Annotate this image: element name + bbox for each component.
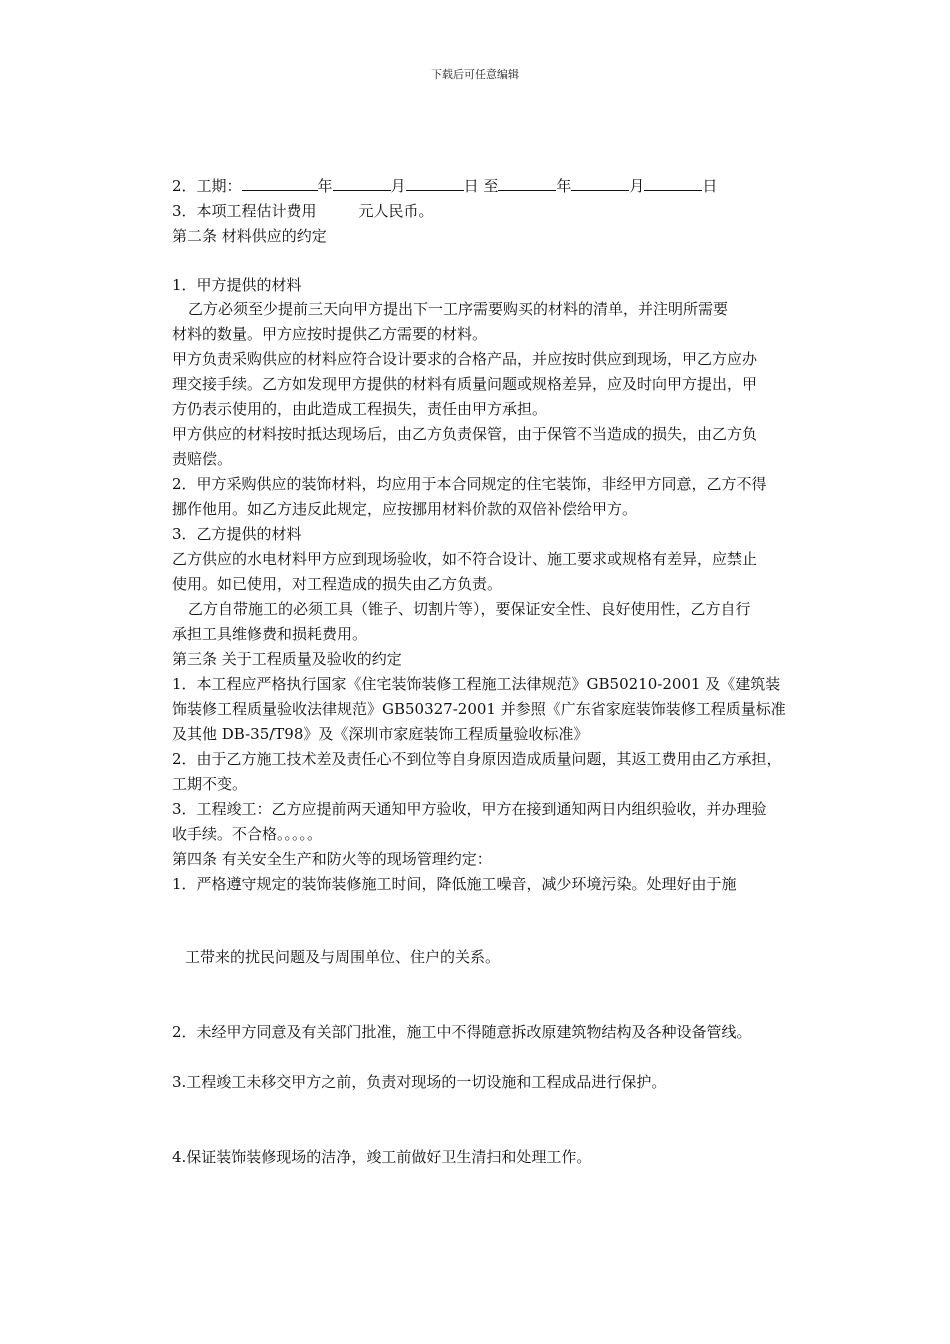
year-label-2: 年 — [556, 177, 572, 195]
paragraph-line: 甲方供应的材料按时抵达现场后，由乙方负责保管，由于保管不当造成的损失，由乙方负 — [172, 425, 758, 443]
paragraph-line: 理交接手续。乙方如发现甲方提供的材料有质量问题或规格差异，应及时向甲方提出，甲 — [172, 375, 758, 393]
month-blank-2[interactable] — [571, 176, 629, 191]
cost-unit: 元人民币。 — [358, 202, 434, 220]
day-blank-1[interactable] — [406, 176, 464, 191]
page-header: 下载后可任意编辑 — [431, 68, 519, 81]
cost-label: 3．本项工程估计费用 — [172, 202, 317, 220]
paragraph-line: 3．工程竣工：乙方应提前两天通知甲方验收，甲方在接到通知两日内组织验收，并办理验 — [172, 800, 767, 818]
paragraph-line: 乙方必须至少提前三天向甲方提出下一工序需要购买的材料的清单，并注明所需要 — [188, 300, 729, 318]
paragraph-line: 收手续。不合格。。。。。 — [172, 825, 323, 843]
paragraph-line: 甲方负责采购供应的材料应符合设计要求的合格产品，并应按时供应到现场，甲乙方应办 — [172, 350, 758, 368]
cost-line — [172, 201, 434, 221]
day-label-1: 日 至 — [463, 177, 499, 195]
paragraph-line: 方仍表示使用的，由此造成工程损失，责任由甲方承担。 — [172, 400, 548, 418]
paragraph-line: 3.工程竣工未移交甲方之前，负责对现场的一切设施和工程成品进行保护。 — [172, 1073, 667, 1091]
paragraph-line: 2．由于乙方施工技术差及责任心不到位等自身原因造成质量问题，其返工费用由乙方承担， — [172, 750, 782, 768]
year-blank-1[interactable] — [242, 176, 318, 191]
year-label-1: 年 — [317, 177, 333, 195]
day-blank-2[interactable] — [644, 176, 702, 191]
paragraph-line: 及其他 DB-35/T98》及《深圳市家庭装饰工程质量验收标准》 — [172, 725, 589, 743]
paragraph-line: 乙方自带施工的必须工具（锥子、切割片等），要保证安全性、良好使用性，乙方自行 — [188, 600, 751, 618]
duration-label: 2．工期： — [172, 177, 242, 195]
paragraph-line: 饰装修工程质量验收法律规范》GB50327-2001 并参照《广东省家庭装饰装修工程质量标准 — [172, 700, 786, 718]
paragraph-line: 1．本工程应严格执行国家《住宅装饰装修工程施工法律规范》GB50210-2001 及《建筑装 — [172, 675, 781, 693]
article-4-heading: 第四条 有关安全生产和防火等的现场管理约定： — [172, 850, 492, 868]
day-label-2: 日 — [702, 177, 718, 195]
paragraph-line: 4.保证装饰装修现场的洁净，竣工前做好卫生清扫和处理工作。 — [172, 1148, 592, 1166]
article-2-heading: 第二条 材料供应的约定 — [172, 227, 327, 245]
duration-line — [172, 176, 717, 196]
paragraph-line: 工带来的扰民问题及与周围单位、住户的关系。 — [185, 948, 501, 966]
paragraph-line: 挪作他用。如乙方违反此规定，应按挪用材料价款的双倍补偿给甲方。 — [172, 500, 638, 518]
item-material-by-party-a: 1．甲方提供的材料 — [172, 276, 302, 294]
month-label-1: 月 — [390, 177, 406, 195]
year-blank-2[interactable] — [498, 176, 556, 191]
paragraph-line: 责赔偿。 — [172, 450, 233, 468]
article-3-heading: 第三条 关于工程质量及验收的约定 — [172, 650, 402, 668]
paragraph-line: 使用。如已使用，对工程造成的损失由乙方负责。 — [172, 575, 503, 593]
paragraph-line: 2．未经甲方同意及有关部门批准，施工中不得随意拆改原建筑物结构及各种设备管线。 — [172, 1023, 752, 1041]
paragraph-line: 承担工具维修费和损耗费用。 — [172, 625, 368, 643]
paragraph-line: 乙方供应的水电材料甲方应到现场验收，如不符合设计、施工要求或规格有差异，应禁止 — [172, 550, 758, 568]
paragraph-line: 工期不变。 — [172, 775, 248, 793]
month-label-2: 月 — [629, 177, 645, 195]
item-material-by-party-b: 3．乙方提供的材料 — [172, 525, 302, 543]
paragraph-line: 材料的数量。甲方应按时提供乙方需要的材料。 — [172, 325, 488, 343]
month-blank-1[interactable] — [333, 176, 391, 191]
paragraph-line: 2．甲方采购供应的装饰材料，均应用于本合同规定的住宅装饰，非经甲方同意，乙方不得 — [172, 475, 767, 493]
paragraph-line: 1．严格遵守规定的装饰装修施工时间，降低施工噪音，减少环境污染。处理好由于施 — [172, 875, 737, 893]
